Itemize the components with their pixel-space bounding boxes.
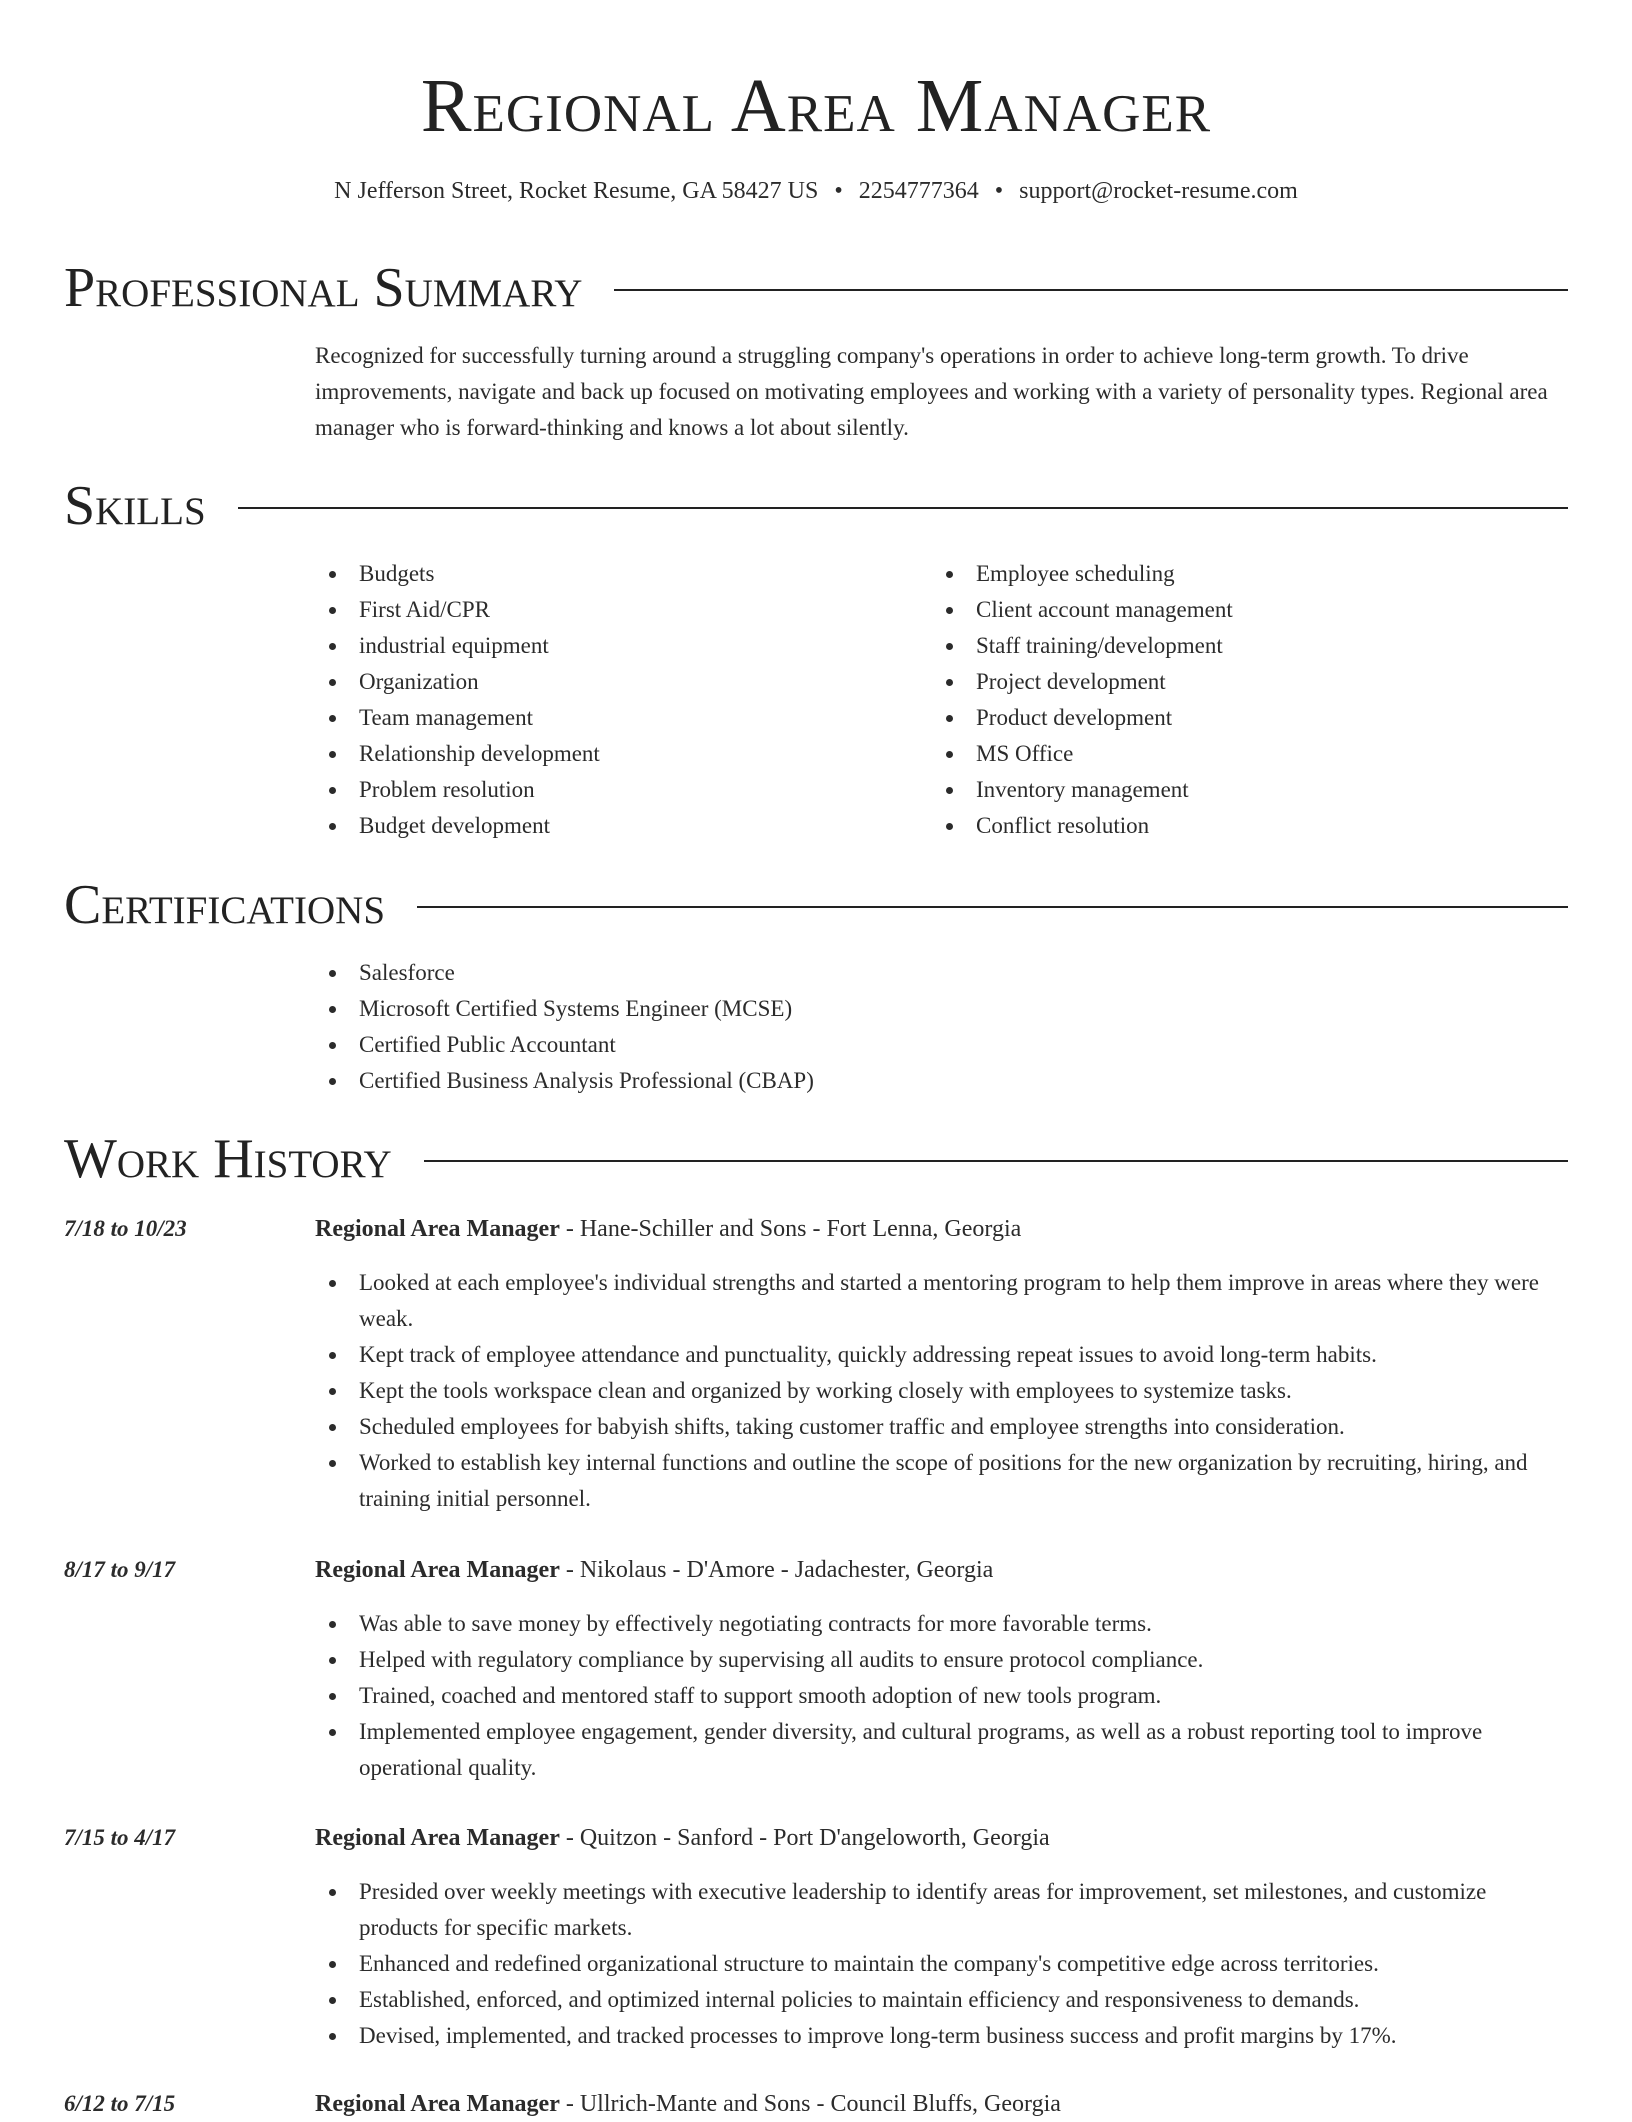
job-dates: 7/18 to 10/23 xyxy=(64,1216,187,1241)
job-title-line xyxy=(315,2086,1061,2122)
work-history-section-header xyxy=(64,1127,1568,1191)
responsibility-item: Established, enforced, and optimized internal policies to maintain efficiency and responsiveness to demands. xyxy=(315,1982,1568,2018)
skills-list-left xyxy=(315,556,915,844)
section-divider xyxy=(238,507,1568,509)
job-title-line xyxy=(315,1211,1021,1247)
skill-item: Problem resolution xyxy=(315,772,915,808)
responsibility-item: Implemented employee engagement, gender diversity, and cultural programs, as well as a robust reporting tool to improve operational quality. xyxy=(315,1714,1568,1786)
skill-item: Project development xyxy=(932,664,1532,700)
section-divider xyxy=(424,1160,1568,1162)
skill-item: Budget development xyxy=(315,808,915,844)
job-dates: 6/12 to 7/15 xyxy=(64,2091,176,2116)
contact-phone: 2254777364 xyxy=(858,178,979,204)
responsibility-item: Helped with regulatory compliance by supervising all audits to ensure protocol compliance. xyxy=(315,1642,1568,1678)
skill-item: industrial equipment xyxy=(315,628,915,664)
job-responsibilities xyxy=(315,1606,1568,1786)
skill-item: Client account management xyxy=(932,592,1532,628)
responsibility-item: Kept the tools workspace clean and organized by working closely with employees to systemize tasks. xyxy=(315,1373,1568,1409)
section-divider xyxy=(417,906,1568,908)
skill-item: Conflict resolution xyxy=(932,808,1532,844)
section-divider xyxy=(614,289,1568,291)
certifications-heading: Certifications xyxy=(64,874,386,936)
skill-item: Team management xyxy=(315,700,915,736)
skill-item: Employee scheduling xyxy=(932,556,1532,592)
skill-item: Relationship development xyxy=(315,736,915,772)
responsibility-item: Trained, coached and mentored staff to support smooth adoption of new tools program. xyxy=(315,1678,1568,1714)
job-role: Regional Area Manager xyxy=(315,1557,560,1583)
summary-heading: Professional Summary xyxy=(64,257,583,319)
certifications-section-header xyxy=(64,873,1568,937)
job-title-line xyxy=(315,1552,993,1588)
skill-item: Organization xyxy=(315,664,915,700)
responsibility-item: Looked at each employee's individual strengths and started a mentoring program to help them improve in areas where they were weak. xyxy=(315,1265,1568,1337)
certifications-list xyxy=(315,955,1315,1099)
responsibility-item: Presided over weekly meetings with executive leadership to identify areas for improvement, set milestones, and customize products for specific markets. xyxy=(315,1874,1568,1946)
contact-address: N Jefferson Street, Rocket Resume, GA 58427 US xyxy=(334,178,819,204)
candidate-name: Regional Area Manager xyxy=(420,64,1212,148)
responsibility-item: Kept track of employee attendance and punctuality, quickly addressing repeat issues to avoid long-term habits. xyxy=(315,1337,1568,1373)
job-role: Regional Area Manager xyxy=(315,1825,560,1851)
certification-item: Salesforce xyxy=(315,955,1315,991)
job-responsibilities xyxy=(315,1874,1568,2054)
certification-item: Microsoft Certified Systems Engineer (MCSE) xyxy=(315,991,1315,1027)
skill-item: MS Office xyxy=(932,736,1532,772)
work-history-heading: Work History xyxy=(64,1128,392,1190)
job-role: Regional Area Manager xyxy=(315,2091,560,2117)
summary-text: Recognized for successfully turning around a struggling company's operations in order to achieve long-term growth. To drive improvements, navigate and back up focused on motivating employees and working with a variety of personality types. Regional area manager who is forward-thinking and knows a lot about silently. xyxy=(315,343,1548,440)
job-company-location: - Nikolaus - D'Amore - Jadachester, Georgia xyxy=(559,1557,994,1583)
responsibility-item: Was able to save money by effectively negotiating contracts for more favorable terms. xyxy=(315,1606,1568,1642)
skill-item: First Aid/CPR xyxy=(315,592,915,628)
contact-separator: • xyxy=(994,178,1004,204)
skills-section-header xyxy=(64,474,1568,538)
job-title-line xyxy=(315,1820,1050,1856)
contact-email: support@rocket-resume.com xyxy=(1019,178,1298,204)
summary-section-header xyxy=(64,256,1568,320)
contact-separator: • xyxy=(834,178,843,204)
skill-item: Product development xyxy=(932,700,1532,736)
job-responsibilities xyxy=(315,1265,1568,1517)
job-role: Regional Area Manager xyxy=(315,1216,560,1242)
job-dates: 7/15 to 4/17 xyxy=(64,1825,176,1850)
job-company-location: - Quitzon - Sanford - Port D'angeloworth, Georgia xyxy=(559,1825,1050,1851)
job-company-location: - Ullrich-Mante and Sons - Council Bluffs, Georgia xyxy=(559,2091,1061,2117)
job-company-location: - Hane-Schiller and Sons - Fort Lenna, Georgia xyxy=(559,1216,1022,1242)
certification-item: Certified Public Accountant xyxy=(315,1027,1315,1063)
certification-item: Certified Business Analysis Professional (CBAP) xyxy=(315,1063,1315,1099)
skills-heading: Skills xyxy=(64,475,206,537)
responsibility-item: Devised, implemented, and tracked processes to improve long-term business success and profit margins by 17%. xyxy=(315,2018,1568,2054)
skill-item: Inventory management xyxy=(932,772,1532,808)
responsibility-item: Worked to establish key internal functions and outline the scope of positions for the new organization by recruiting, hiring, and training initial personnel. xyxy=(315,1445,1568,1517)
job-dates: 8/17 to 9/17 xyxy=(64,1557,176,1582)
skills-list-right xyxy=(932,556,1532,844)
responsibility-item: Scheduled employees for babyish shifts, taking customer traffic and employee strengths into consideration. xyxy=(315,1409,1568,1445)
skill-item: Budgets xyxy=(315,556,915,592)
contact-line xyxy=(0,174,1632,208)
responsibility-item: Enhanced and redefined organizational structure to maintain the company's competitive edge across territories. xyxy=(315,1946,1568,1982)
skill-item: Staff training/development xyxy=(932,628,1532,664)
